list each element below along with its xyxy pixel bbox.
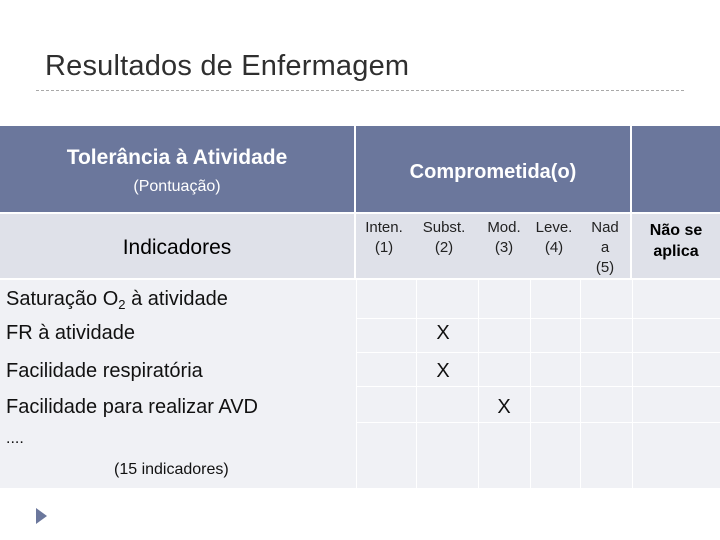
row-ellipsis: .... (6, 430, 24, 447)
scale-3 (480, 218, 528, 258)
nao-se-aplica-label: Não se aplica (649, 222, 703, 260)
header-tolerancia (0, 126, 354, 212)
scale-1-label: Inten. (365, 219, 403, 236)
row-saturacao-sub: 2 (118, 297, 126, 312)
header-blank (632, 126, 720, 212)
scale-2-label: Subst. (422, 219, 466, 236)
header-tolerancia-title: Tolerância à Atividade (66, 146, 288, 169)
row-saturacao-post: à atividade (125, 288, 228, 310)
grid-vline (416, 280, 417, 488)
scale-4 (530, 218, 578, 258)
mark-facilidade-respiratoria: X (436, 360, 450, 382)
grid-vline (632, 280, 633, 488)
indicadores-cell (0, 214, 354, 278)
bullet-arrow-icon (36, 508, 47, 524)
grid-hline (356, 318, 720, 319)
title-divider (36, 90, 684, 91)
scale-5-num: (5) (595, 259, 615, 276)
scale-3-num: (3) (494, 239, 514, 256)
scale-3-label: Mod. (487, 219, 521, 236)
scale-5 (586, 218, 624, 278)
grid-vline (356, 280, 357, 488)
grid-vline (478, 280, 479, 488)
row-facilidade-avd: Facilidade para realizar AVD (6, 396, 258, 418)
nao-se-aplica-cell (632, 214, 720, 278)
page-title: Resultados de Enfermagem (45, 50, 410, 82)
grid-hline (356, 386, 720, 387)
header-comprometida-title: Comprometida(o) (409, 161, 577, 183)
scale-4-label: Leve. (535, 219, 573, 236)
mark-facilidade-avd: X (497, 396, 511, 418)
grid-hline (356, 422, 720, 423)
header-comprometida (356, 126, 630, 212)
scale-2 (416, 218, 472, 258)
grid-vline (530, 280, 531, 488)
scale-5-label: Nad a (591, 219, 619, 256)
row-saturacao-pre: Saturação O (6, 288, 119, 310)
row-saturacao (6, 288, 228, 312)
header-tolerancia-subtitle: (Pontuação) (133, 178, 221, 195)
scale-1-num: (1) (374, 239, 394, 256)
scale-2-num: (2) (434, 239, 454, 256)
grid-vline (580, 280, 581, 488)
row-indicadores-count: (15 indicadores) (114, 461, 229, 478)
mark-fr: X (436, 322, 450, 344)
indicadores-label: Indicadores (122, 236, 232, 259)
row-fr: FR à atividade (6, 322, 135, 344)
scale-1 (358, 218, 410, 258)
row-facilidade-respiratoria: Facilidade respiratória (6, 360, 203, 382)
grid-hline (356, 352, 720, 353)
scale-4-num: (4) (544, 239, 564, 256)
scale-cell (356, 214, 630, 278)
